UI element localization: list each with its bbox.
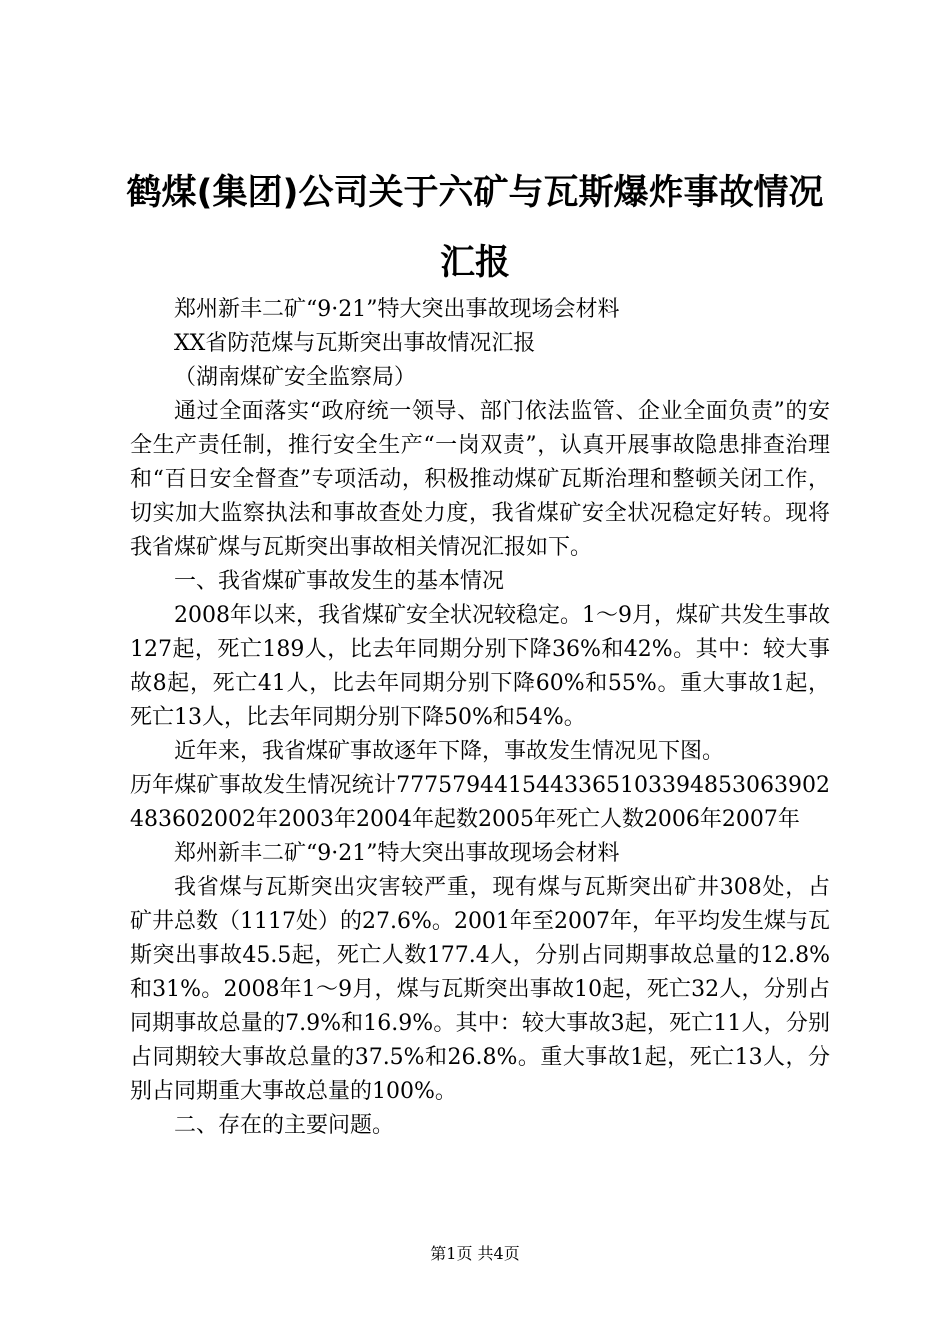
paragraph-author: （湖南煤矿安全监察局） xyxy=(174,365,417,390)
paragraph-chart-text: 历年煤矿事故发生情况统计777579441544336510339485306390248360​2002年2003年2004年起数2005年死亡人数2006年2007年 xyxy=(130,773,830,832)
document-title xyxy=(100,158,850,298)
section-heading-1: 一、我省煤矿事故发生的基本情况 xyxy=(174,569,505,594)
paragraph-statistics: 2008年以来，我省煤矿安全状况较稳定。1～9月，煤矿共发生事故127起，死亡189人，比去年同期分别下降36%和42%。其中：较大事故8起，死亡41人，比去年同期分别下降60%和55%。重大事故1起，死亡13人，比去年同期分别下降50%和54%。 xyxy=(130,603,830,730)
paragraph-trend: 近年来，我省煤矿事故逐年下降，事故发生情况见下图。 xyxy=(174,739,725,764)
paragraph-intro: 通过全面落实“政府统一领导、部门依法监管、企业全面负责”的安全生产责任制，推行安全生产“一岗双责”，认真开展事故隐患排查治理和“百日安全督查”专项活动，积极推动煤矿瓦斯治理和整顿关闭工作，切实加大监察执法和事故查处力度，我省煤矿安全状况稳定好转。现将我省煤矿煤与瓦斯突出事故相关情况汇报如下。 xyxy=(130,399,830,560)
paragraph-source-heading-repeat: 郑州新丰二矿“9·21”特大突出事故现场会材料 xyxy=(174,841,620,866)
paragraph-report-title: XX省防范煤与瓦斯突出事故情况汇报 xyxy=(174,331,536,356)
paragraph-source-heading: 郑州新丰二矿“9·21”特大突出事故现场会材料 xyxy=(174,297,620,322)
title-line-2: 汇报 xyxy=(439,243,510,283)
section-heading-2: 二、存在的主要问题。 xyxy=(174,1113,395,1138)
title-line-1: 鹤煤(集团)公司关于六矿与瓦斯爆炸事故情况 xyxy=(126,173,824,213)
page-footer: 第1页 共4页 xyxy=(430,1244,520,1263)
document-body xyxy=(130,293,830,1143)
paragraph-gas-outburst: 我省煤与瓦斯突出灾害较严重，现有煤与瓦斯突出矿井308处，占矿井总数（1117处）的27.6%。2001年至2007年，年平均发生煤与瓦斯突出事故45.5起，死亡人数177.4人，分别占同期事故总量的12.8%和31%。2008年1～9月，煤与瓦斯突出事故10起，死亡32人，分别占同期事故总量的7.9%和16.9%。其中：较大事故3起，死亡11人，分别占同期较大事故总量的37.5%和26.8%。重大事故1起，死亡13人，分别占同期重大事故总量的100%。 xyxy=(130,875,830,1104)
